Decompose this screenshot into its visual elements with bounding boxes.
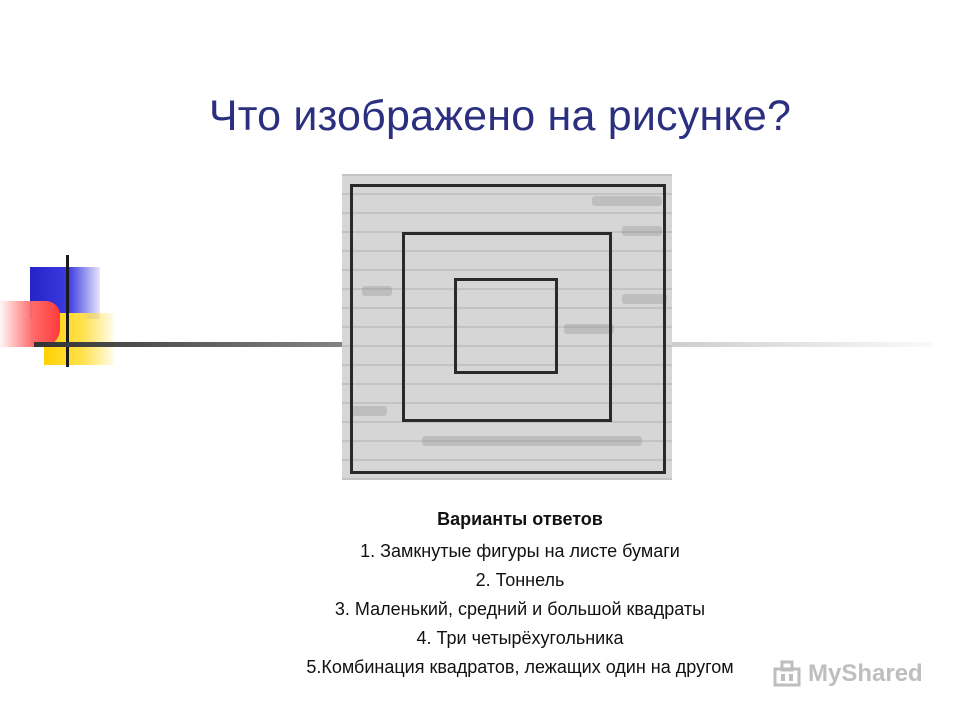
answer-option: 3. Маленький, средний и большой квадраты	[334, 599, 706, 619]
answer-option: 4. Три четырёхугольника	[416, 628, 624, 648]
decoration-red-block	[0, 301, 60, 347]
answer-options-heading: Варианты ответов	[437, 509, 603, 529]
small-square	[454, 278, 558, 374]
decoration-vertical-line	[66, 255, 69, 367]
corner-decoration	[0, 255, 130, 365]
watermark-text: MyShared	[808, 660, 923, 687]
nested-squares-figure	[342, 174, 672, 480]
slide-title: Что изображено на рисунке?	[208, 92, 792, 140]
myshared-watermark	[772, 656, 923, 692]
answer-option: 5.Комбинация квадратов, лежащих один на другом	[306, 657, 734, 677]
answer-option: 1. Замкнутые фигуры на листе бумаги	[360, 541, 680, 561]
answer-option: 2. Тоннель	[475, 570, 565, 590]
myshared-logo-icon	[772, 659, 802, 689]
